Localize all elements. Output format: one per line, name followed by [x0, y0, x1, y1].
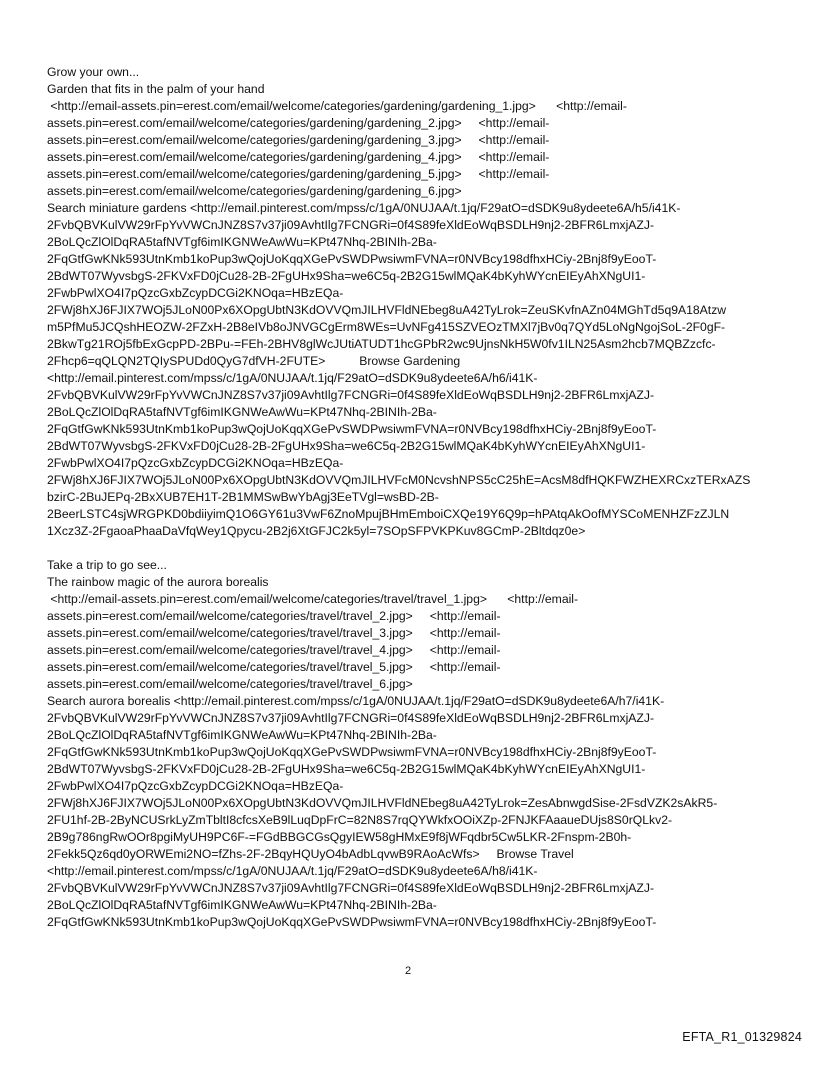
text-line: <http://email.pinterest.com/mpss/c/1gA/0NUJAA/t.1jq/F29atO=dSDK9u8ydeete6A/h6/i41K-: [47, 371, 538, 385]
text-line: 2BeerLSTC4sjWRGPKD0bdiiyimQ1O6GY61u3VwF6ZnoMpujBHmEmboiCXQe19Y6Q9p=hPAtqAkOofMYSCoMENHZFzZJLN: [47, 507, 730, 521]
text-line: 2FqGtfGwKNk593UtnKmb1koPup3wQojUoKqqXGePvSWDPwsiwmFVNA=r0NVBcy198dfhxHCiy-2Bnj8f9yEooT-: [47, 252, 657, 266]
text-line: assets.pin=erest.com/email/welcome/categories/travel/travel_3.jpg> <http://email-: [47, 626, 501, 640]
text-line: 2FqGtfGwKNk593UtnKmb1koPup3wQojUoKqqXGePvSWDPwsiwmFVNA=r0NVBcy198dfhxHCiy-2Bnj8f9yEooT-: [47, 745, 657, 759]
text-line: 2BoLQcZlOlDqRA5tafNVTgf6imIKGNWeAwWu=KPt47Nhq-2BINIh-2Ba-: [47, 898, 437, 912]
text-line: 2FqGtfGwKNk593UtnKmb1koPup3wQojUoKqqXGePvSWDPwsiwmFVNA=r0NVBcy198dfhxHCiy-2Bnj8f9yEooT-: [47, 422, 657, 436]
text-line: assets.pin=erest.com/email/welcome/categories/gardening/gardening_5.jpg> <http://email-: [47, 167, 550, 181]
text-line: 2BoLQcZlOlDqRA5tafNVTgf6imIKGNWeAwWu=KPt47Nhq-2BINIh-2Ba-: [47, 405, 437, 419]
text-line: 2FwbPwlXO4I7pQzcGxbZcypDCGi2KNOqa=HBzEQa-: [47, 456, 344, 470]
text-line: 2BoLQcZlOlDqRA5tafNVTgf6imIKGNWeAwWu=KPt47Nhq-2BINIh-2Ba-: [47, 235, 437, 249]
text-line: The rainbow magic of the aurora borealis: [47, 575, 269, 589]
text-line: Take a trip to go see...: [47, 558, 167, 572]
text-line: 2BoLQcZlOlDqRA5tafNVTgf6imIKGNWeAwWu=KPt47Nhq-2BINIh-2Ba-: [47, 728, 437, 742]
text-line: 2FvbQBVKulVW29rFpYvVWCnJNZ8S7v37ji09AvhtIlg7FCNGRi=0f4S89feXldEoWqBSDLH9nj2-2BFR6LmxjAZJ-: [47, 388, 655, 402]
text-line: 2Fekk5Qz6qd0yORWEmi2NO=fZhs-2F-2BqyHQUyO4bAdbLqvwB9RAoAcWfs> Browse Travel: [47, 847, 574, 861]
text-line: 2FWj8hXJ6FJIX7WOj5JLoN00Px6XOpgUbtN3KdOVVQmJILHVFldNEbeg8uA42TyLrok=ZeuSKvfnAZn04MGhTd5q9A18Atzw: [47, 303, 727, 317]
text-line: 2BdWT07WyvsbgS-2FKVxFD0jCu28-2B-2FgUHx9Sha=we6C5q-2B2G15wlMQaK4bKyhWYcnEIEyAhXNgUI1-: [47, 439, 646, 453]
text-line: Search aurora borealis <http://email.pinterest.com/mpss/c/1gA/0NUJAA/t.1jq/F29atO=dSDK9u8ydeete6A/h7/i41K-: [47, 694, 665, 708]
page-body: [47, 64, 777, 931]
document-id: EFTA_R1_01329824: [682, 1030, 802, 1044]
text-line: <http://email-assets.pin=erest.com/email/welcome/categories/travel/travel_1.jpg> <http://email-: [47, 592, 579, 606]
text-line: 2BdWT07WyvsbgS-2FKVxFD0jCu28-2B-2FgUHx9Sha=we6C5q-2B2G15wlMQaK4bKyhWYcnEIEyAhXNgUI1-: [47, 762, 646, 776]
text-line: 2FwbPwlXO4I7pQzcGxbZcypDCGi2KNOqa=HBzEQa-: [47, 286, 344, 300]
text-line: assets.pin=erest.com/email/welcome/categories/gardening/gardening_2.jpg> <http://email-: [47, 116, 550, 130]
text-line: 2BdWT07WyvsbgS-2FKVxFD0jCu28-2B-2FgUHx9Sha=we6C5q-2B2G15wlMQaK4bKyhWYcnEIEyAhXNgUI1-: [47, 269, 646, 283]
text-line: assets.pin=erest.com/email/welcome/categories/travel/travel_4.jpg> <http://email-: [47, 643, 501, 657]
text-line: 2FU1hf-2B-2ByNCUSrkLyZmTbltI8cfcsXeB9lLuqDpFrC=82N8S7rqQYWkfxOOiXZp-2FNJKFAaaueDUjs8S0rQLkv2-: [47, 813, 673, 827]
text-line: 1Xcz3Z-2FgaoaPhaaDaVfqWey1Qpycu-2B2j6XtGFJC2k5yl=7SOpSFPVKPKuv8GCmP-2Bltdqz0e>: [47, 524, 586, 538]
text-line: Garden that fits in the palm of your hand: [47, 82, 265, 96]
page-number: 2: [404, 965, 412, 977]
text-line: 2FqGtfGwKNk593UtnKmb1koPup3wQojUoKqqXGePvSWDPwsiwmFVNA=r0NVBcy198dfhxHCiy-2Bnj8f9yEooT-: [47, 915, 657, 929]
text-line: 2Fhcp6=qQLQN2TQIySPUDd0QyG7dfVH-2FUTE> Browse Gardening: [47, 354, 461, 368]
text-line: assets.pin=erest.com/email/welcome/categories/gardening/gardening_6.jpg>: [47, 184, 462, 198]
text-line: assets.pin=erest.com/email/welcome/categories/travel/travel_6.jpg>: [47, 677, 413, 691]
text-line: Search miniature gardens <http://email.pinterest.com/mpss/c/1gA/0NUJAA/t.1jq/F29atO=dSDK9u8ydeete6A/h5/i41K-: [47, 201, 681, 215]
text-line: Grow your own...: [47, 65, 140, 79]
text-line: <http://email.pinterest.com/mpss/c/1gA/0NUJAA/t.1jq/F29atO=dSDK9u8ydeete6A/h8/i41K-: [47, 864, 538, 878]
text-line: 2FvbQBVKulVW29rFpYvVWCnJNZ8S7v37ji09AvhtIlg7FCNGRi=0f4S89feXldEoWqBSDLH9nj2-2BFR6LmxjAZJ-: [47, 881, 655, 895]
text-line: 2FWj8hXJ6FJIX7WOj5JLoN00Px6XOpgUbtN3KdOVVQmJILHVFldNEbeg8uA42TyLrok=ZesAbnwgdSise-2FsdVZK2sAkR5-: [47, 796, 718, 810]
text-line: 2FwbPwlXO4I7pQzcGxbZcypDCGi2KNOqa=HBzEQa-: [47, 779, 344, 793]
text-line: 2BkwTg21ROj5fbExGcpPD-2BPu-=FEh-2BHV8glWcJUtiATUDT1hcGPbR2wc9UjnsNkH5W0fv1ILN25Asm2hcb7MQBZzcfc-: [47, 337, 716, 351]
text-line: assets.pin=erest.com/email/welcome/categories/travel/travel_2.jpg> <http://email-: [47, 609, 501, 623]
text-line: m5PfMu5JCQshHEOZW-2FZxH-2B8eIVb8oJNVGCgErm8WEs=UvNFg415SZVEOzTMXl7jBv0q7QYd5LoNgNgojSoL-2F0gF-: [47, 320, 726, 334]
text-line: <http://email-assets.pin=erest.com/email/welcome/categories/gardening/gardening_1.jpg> <http://email-: [47, 99, 627, 113]
text-line: 2FWj8hXJ6FJIX7WOj5JLoN00Px6XOpgUbtN3KdOVVQmJILHVFcM0NcvshNPS5cC25hE=AcsM8dfHQKFWZHEXRCxzTERxAZS: [47, 473, 751, 487]
text-line: 2FvbQBVKulVW29rFpYvVWCnJNZ8S7v37ji09AvhtIlg7FCNGRi=0f4S89feXldEoWqBSDLH9nj2-2BFR6LmxjAZJ-: [47, 218, 655, 232]
text-line: assets.pin=erest.com/email/welcome/categories/travel/travel_5.jpg> <http://email-: [47, 660, 501, 674]
text-line: 2B9g786ngRwOOr8pgiMyUH9PC6F-=FGdBBGCGsQgyIEW58gHMxE9f8jWFqdbr5Cw5LKR-2Fnspm-2B0h-: [47, 830, 632, 844]
text-line: assets.pin=erest.com/email/welcome/categories/gardening/gardening_4.jpg> <http://email-: [47, 150, 550, 164]
text-line: 2FvbQBVKulVW29rFpYvVWCnJNZ8S7v37ji09AvhtIlg7FCNGRi=0f4S89feXldEoWqBSDLH9nj2-2BFR6LmxjAZJ-: [47, 711, 655, 725]
text-line: assets.pin=erest.com/email/welcome/categories/gardening/gardening_3.jpg> <http://email-: [47, 133, 550, 147]
text-line: bzirC-2BuJEPq-2BxXUB7EH1T-2B1MMSwBwYbAgj3EeTVgl=wsBD-2B-: [47, 490, 439, 504]
gardening-section: [47, 64, 777, 540]
section-spacer: [47, 540, 777, 557]
travel-section: [47, 557, 777, 931]
